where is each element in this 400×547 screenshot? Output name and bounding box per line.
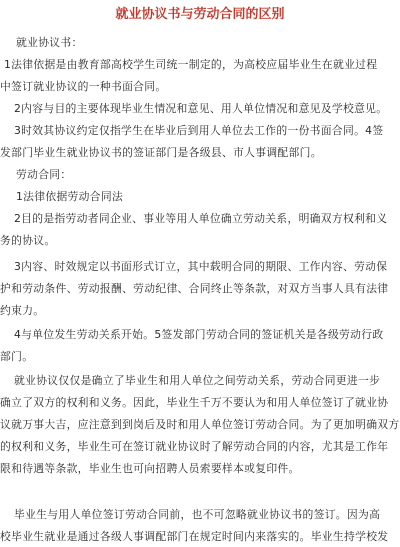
document-title: 就业协议书与劳动合同的区别 xyxy=(115,7,285,22)
paragraph-line: 确立了双方的权利和义务。因此，毕业生千万不要认为和用人单位签订了就业协 xyxy=(0,396,389,409)
paragraph-line: 就业协议仅仅是确立了毕业生和用人单位之间劳动关系，劳动合同更进一步 xyxy=(14,374,381,387)
paragraph-line: 2内容与目的主要体现毕业生情况和意见、用人单位情况和意见及学校意见。 xyxy=(14,102,388,115)
paragraph-line: 1法律依据是由教育部高校学生司统一制定的，为高校应届毕业生在就业过程 xyxy=(4,58,378,71)
paragraph-line: 发部门毕业生就业协议书的签证部门是各级县、市人事调配部门。 xyxy=(0,146,322,159)
paragraph-line: 校毕业生就业是通过各级人事调配部门在规定时间内来落实的。毕业生持学校发 xyxy=(0,530,389,543)
paragraph-line: 中签订就业协议的一种书面合同。 xyxy=(0,80,167,93)
paragraph-line: 务的协议。 xyxy=(0,234,56,247)
paragraph-line: 3时效其协议约定仅指学生在毕业后到用人单位去工作的一份书面合同。4签 xyxy=(14,124,384,137)
paragraph-line: 2目的是指劳动者同企业、事业等用人单位确立劳动关系，明确双方权利和义 xyxy=(14,212,388,225)
paragraph-line: 护和劳动条件、劳动报酬、劳动纪律、合同终止等条款，对双方当事人具有法律 xyxy=(0,282,389,295)
paragraph-line: 毕业生与用人单位签订劳动合同前，也不可忽略就业协议书的签订。因为高 xyxy=(14,508,381,521)
section-heading-employment-agreement: 就业协议书： xyxy=(16,36,83,49)
paragraph-line: 1法律依据劳动合同法 xyxy=(16,190,124,203)
paragraph-line: 的权利和义务，毕业生可在签订就业协议时了解劳动合同的内容，尤其是工作年 xyxy=(0,440,389,453)
section-heading-labor-contract: 劳动合同： xyxy=(16,168,72,181)
paragraph-line: 限和待遇等条款，毕业生也可向招聘人员索要样本或复印件。 xyxy=(0,462,300,475)
paragraph-line: 部门。 xyxy=(0,350,34,363)
paragraph-line: 4与单位发生劳动关系开始。5签发部门劳动合同的签证机关是各级劳动行政 xyxy=(14,328,384,341)
paragraph-line: 3内容、时效规定以书面形式订立，其中载明合同的期限、工作内容、劳动保 xyxy=(14,260,388,273)
paragraph-line: 约束力。 xyxy=(0,304,45,317)
paragraph-line: 议就万事大吉，应注意到到岗后及时和用人单位签订劳动合同。为了更加明确双方 xyxy=(0,418,400,431)
